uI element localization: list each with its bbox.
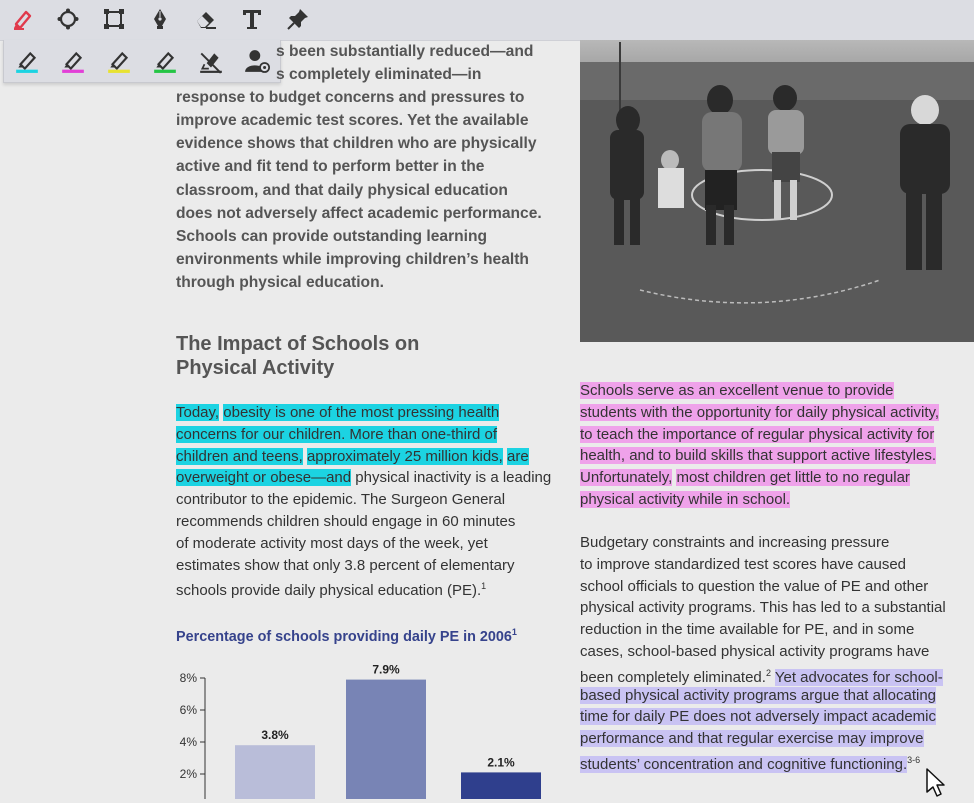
footnote-ref: 3-6 [907,754,921,765]
highlight-span[interactable]: are [507,447,529,465]
highlight-span[interactable]: time for daily PE does not adversely impact academic [580,708,936,726]
highlighter-yellow-icon[interactable] [102,45,136,77]
crop-frame-icon[interactable] [97,3,131,35]
intro-line: s been substantially reduced—and [276,43,534,60]
text-span: schools provide daily physical education (PE). [176,582,482,600]
highlight-span[interactable]: health, and to build skills that support active lifestyles. [580,447,937,465]
bar-value-label: 2.1% [487,755,515,770]
intro-line: Schools can provide outstanding learning [176,227,488,245]
text-line: contributor to the epidemic. The Surgeon General [176,491,506,509]
intro-line: response to budget concerns and pressures to [176,89,525,107]
children-jumping-rope-photo [580,40,974,342]
chart-title-footnote: 1 [511,627,517,637]
text-line: Budgetary constraints and increasing pressure [580,534,890,551]
footnote-ref: 2 [765,667,771,678]
highlight-span[interactable]: overweight or obese—and [176,469,352,487]
highlight-span[interactable]: performance and that regular exercise may improve [580,730,924,748]
intro-line: s completely eliminated—in [276,66,482,84]
left-body-paragraph[interactable] [176,402,551,598]
bar [346,680,426,799]
bar [461,772,541,799]
mouse-cursor-icon [926,768,946,803]
right-body-paragraph-1[interactable] [580,380,939,511]
intro-line: evidence shows that children who are physically [176,135,537,153]
highlight-span[interactable]: Schools serve as an excellent venue to provide [580,382,894,399]
text-line: school officials to question the value of PE and other [580,577,929,595]
y-tick-label: 8% [179,671,197,685]
text-icon[interactable] [235,3,269,35]
bar-value-label: 3.8% [261,728,289,743]
intro-line: active and fit tend to perform better in the [176,158,485,176]
bar-chart [150,652,570,799]
heading-line-1: The Impact of Schools on [176,333,420,355]
highlight-span[interactable]: Yet advocates for school- [774,668,943,686]
intro-line: environments while improving children’s health [176,250,529,268]
highlight-span[interactable]: obesity is one of the most pressing health [223,404,500,421]
highlight-span[interactable]: to teach the importance of regular physical activity for [580,425,935,443]
text-line: physical activity programs. This has led to a substantial [580,599,946,617]
text-line: estimates show that only 3.8 percent of elementary [176,556,515,574]
text-line: reduction in the time available for PE, and in some [580,621,915,639]
highlight-span[interactable]: most children get little to no regular [676,469,910,487]
footnote-ref: 1 [481,581,487,592]
intro-line: does not adversely affect academic performance. [176,204,542,222]
intro-line: classroom, and that daily physical education [176,181,508,199]
highlight-span[interactable]: approximately 25 million kids, [306,447,503,465]
chart-title [176,627,517,645]
text-line: of moderate activity most days of the week, yet [176,534,488,552]
y-tick-label: 6% [179,703,197,717]
intro-line: improve academic test scores. Yet the available [176,112,529,130]
highlight-span[interactable]: concerns for our children. More than one-third of [176,425,497,443]
intro-paragraph [176,40,561,294]
highlight-span[interactable]: physical activity while in school. [580,490,791,508]
bar-value-label: 7.9% [372,662,400,677]
highlight-span[interactable]: children and teens, [176,447,303,465]
text-line: cases, school-based physical activity programs have [580,642,930,660]
intro-line: through physical education. [176,273,384,291]
chart-title-text: Percentage of schools providing daily PE in 2006 [176,628,512,645]
text-span: physical inactivity is a leading [351,469,552,487]
heading-line-2: Physical Activity [176,357,335,379]
y-tick-label: 4% [179,735,197,749]
right-body-paragraph-2[interactable] [580,532,946,772]
highlighter-pink-icon[interactable] [56,45,90,77]
pen-nib-icon[interactable] [143,3,177,35]
text-line: recommends children should engage in 60 minutes [176,512,516,530]
highlighter-icon[interactable] [6,3,40,35]
highlight-span[interactable]: students with the opportunity for daily physical activity, [580,403,940,421]
highlight-span[interactable]: Today, [176,404,220,421]
lasso-icon[interactable] [51,3,85,35]
highlight-span[interactable]: based physical activity programs argue that allocating [580,686,937,704]
highlight-span[interactable]: Unfortunately, [580,469,673,487]
eraser-icon[interactable] [189,3,223,35]
text-line: to improve standardized test scores have caused [580,555,907,573]
highlight-span[interactable]: students’ concentration and cognitive functioning. [580,755,908,773]
pin-icon[interactable] [281,3,315,35]
y-tick-label: 2% [179,767,197,781]
section-heading [176,332,536,380]
bar [235,745,315,799]
annotation-toolbar [0,0,974,41]
highlighter-cyan-icon[interactable] [10,45,44,77]
text-span: been completely eliminated. [580,668,766,686]
